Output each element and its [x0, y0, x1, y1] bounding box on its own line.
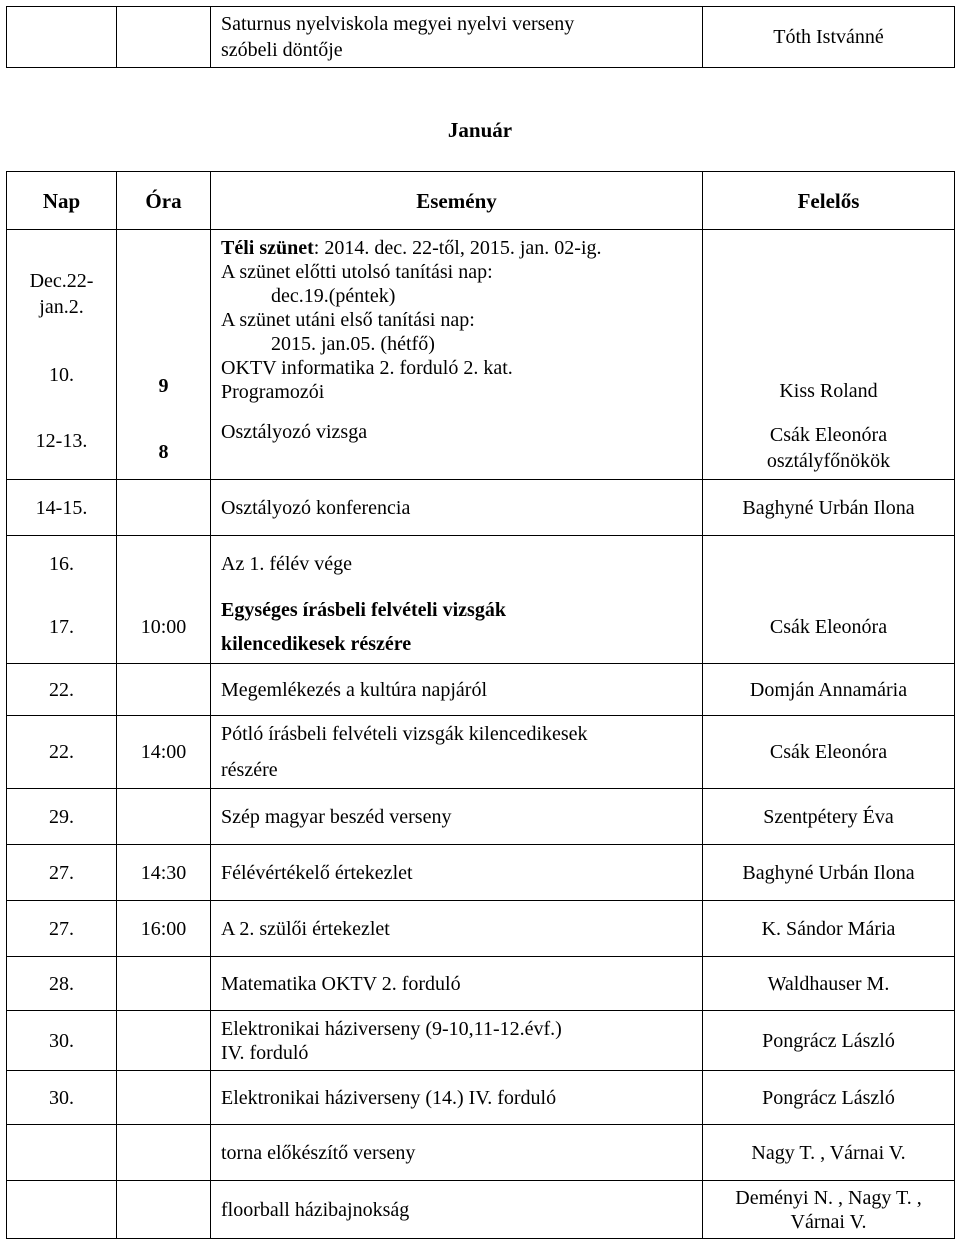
hour-cell — [117, 536, 211, 592]
hour-cell — [117, 7, 211, 68]
responsible-text: Deményi N. , Nagy T. , — [735, 1186, 922, 1209]
day-cell: 30. — [7, 1011, 117, 1071]
event-text: kilencedikesek részére — [221, 633, 412, 656]
event-label: Téli szünet — [221, 237, 314, 259]
table-row — [7, 480, 955, 536]
hour-cell: 10:00 — [117, 592, 211, 664]
responsible-cell — [703, 536, 955, 592]
day-cell: 14-15. — [7, 480, 117, 536]
day-cell: 27. — [7, 845, 117, 901]
column-header-responsible: Felelős — [703, 172, 955, 230]
responsible-cell — [703, 230, 955, 480]
day-cell: 22. — [7, 716, 117, 789]
responsible-cell: Baghyné Urbán Ilona — [703, 480, 955, 536]
event-text: Saturnus nyelviskola megyei nyelvi verseny — [221, 13, 575, 35]
event-cell: Matematika OKTV 2. forduló — [211, 957, 703, 1011]
responsible-text: Várnai V. — [790, 1210, 867, 1233]
day-cell: 29. — [7, 789, 117, 845]
day-cell: 16. — [7, 536, 117, 592]
table-row — [7, 230, 955, 480]
event-text: dec.19.(péntek) — [271, 285, 396, 307]
hour-cell — [117, 789, 211, 845]
table-row — [7, 1011, 955, 1071]
responsible-cell: Baghyné Urbán Ilona — [703, 845, 955, 901]
day-text: jan.2. — [39, 296, 84, 318]
event-text: Pótló írásbeli felvételi vizsgák kilencedikesek — [221, 723, 588, 745]
responsible-cell: Tóth Istvánné — [703, 7, 955, 68]
responsible-cell: Pongrácz László — [703, 1071, 955, 1125]
responsible-cell: Csák Eleonóra — [703, 716, 955, 789]
hour-cell — [117, 957, 211, 1011]
responsible-cell: Szentpétery Éva — [703, 789, 955, 845]
column-header-hour: Óra — [117, 172, 211, 230]
event-cell — [211, 716, 703, 789]
event-text: szóbeli döntője — [221, 39, 343, 61]
hour-cell — [117, 1125, 211, 1181]
hour-cell — [117, 230, 211, 480]
event-cell: Az 1. félév vége — [211, 536, 703, 592]
event-label: A szünet előtti utolsó tanítási nap — [221, 261, 488, 283]
day-cell — [7, 7, 117, 68]
hour-text: 8 — [158, 441, 169, 463]
event-text: Programozói — [221, 381, 325, 403]
day-cell: 22. — [7, 664, 117, 716]
event-text: : 2014. dec. 22-től, 2015. jan. 02-ig. — [313, 237, 602, 259]
event-cell: Elektronikai háziverseny (14.) IV. forduló — [211, 1071, 703, 1125]
day-cell: 27. — [7, 901, 117, 957]
hour-cell — [117, 480, 211, 536]
responsible-cell: Pongrácz László — [703, 1011, 955, 1071]
table-row — [7, 901, 955, 957]
hour-cell — [117, 664, 211, 716]
responsible-cell: Nagy T. , Várnai V. — [703, 1125, 955, 1181]
event-text: OKTV informatika 2. forduló 2. kat. — [221, 357, 513, 379]
day-cell: 17. — [7, 592, 117, 664]
event-text: 2015. jan.05. (hétfő) — [271, 333, 435, 355]
event-cell — [211, 7, 703, 68]
table-row — [7, 1125, 955, 1181]
month-title: Január — [447, 118, 513, 142]
table-row — [7, 716, 955, 789]
table-row — [7, 536, 955, 592]
table-row — [7, 957, 955, 1011]
responsible-cell: Csák Eleonóra — [703, 592, 955, 664]
hour-cell: 14:00 — [117, 716, 211, 789]
day-text: 12-13. — [35, 430, 88, 452]
header-row — [7, 172, 955, 230]
hour-cell — [117, 1181, 211, 1239]
table-row — [7, 592, 955, 664]
responsible-cell: K. Sándor Mária — [703, 901, 955, 957]
table-row — [7, 789, 955, 845]
event-text: részére — [221, 759, 278, 781]
day-cell — [7, 230, 117, 480]
table-row — [7, 1181, 955, 1239]
table-row — [7, 7, 955, 68]
responsible-text: Kiss Roland — [779, 380, 878, 402]
table-row — [7, 845, 955, 901]
day-cell — [7, 1125, 117, 1181]
hour-cell: 16:00 — [117, 901, 211, 957]
day-cell — [7, 1181, 117, 1239]
event-text: IV. forduló — [221, 1041, 309, 1064]
hour-cell — [117, 1071, 211, 1125]
event-text: Egységes írásbeli felvételi vizsgák — [221, 599, 506, 622]
day-cell: 30. — [7, 1071, 117, 1125]
event-cell — [211, 230, 703, 480]
day-text: 10. — [49, 364, 74, 386]
event-text: : — [469, 309, 475, 331]
top-table — [6, 6, 955, 68]
schedule-table — [6, 171, 955, 1239]
hour-cell — [117, 1011, 211, 1071]
event-cell: floorball házibajnokság — [211, 1181, 703, 1239]
event-label: A szünet utáni első tanítási nap — [221, 309, 470, 331]
event-text: Elektronikai háziverseny (9-10,11-12.évf.) — [221, 1017, 562, 1040]
responsible-text: Csák Eleonóra — [769, 424, 888, 446]
event-cell: A 2. szülői értekezlet — [211, 901, 703, 957]
responsible-cell — [703, 1181, 955, 1239]
hour-text: 9 — [158, 375, 169, 397]
event-text: Osztályozó vizsga — [221, 421, 368, 443]
responsible-text: osztályfőnökök — [766, 450, 891, 472]
event-cell: Megemlékezés a kultúra napjáról — [211, 664, 703, 716]
column-header-day: Nap — [7, 172, 117, 230]
day-cell: 28. — [7, 957, 117, 1011]
responsible-cell: Waldhauser M. — [703, 957, 955, 1011]
event-cell: Osztályozó konferencia — [211, 480, 703, 536]
table-row — [7, 664, 955, 716]
event-cell — [211, 592, 703, 664]
event-cell: torna előkészítő verseny — [211, 1125, 703, 1181]
table-row — [7, 1071, 955, 1125]
event-cell: Félévértékelő értekezlet — [211, 845, 703, 901]
hour-cell: 14:30 — [117, 845, 211, 901]
event-cell: Szép magyar beszéd verseny — [211, 789, 703, 845]
event-text: : — [487, 261, 493, 283]
column-header-event: Esemény — [211, 172, 703, 230]
day-text: Dec.22- — [29, 270, 94, 292]
responsible-cell: Domján Annamária — [703, 664, 955, 716]
event-cell — [211, 1011, 703, 1071]
